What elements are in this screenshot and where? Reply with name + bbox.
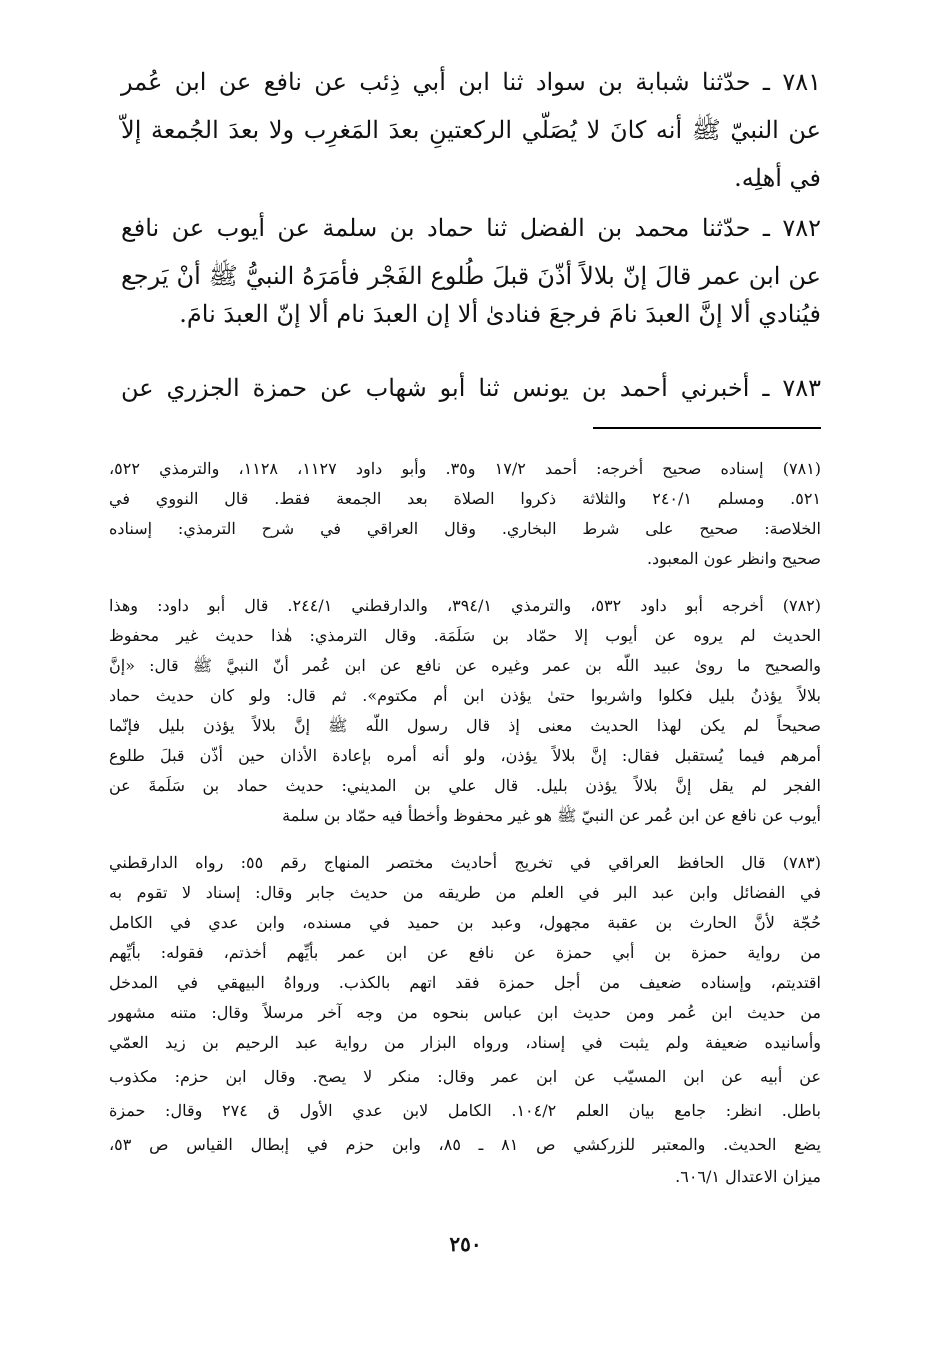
footnote-782-line-5: صحيحاً لم يكن لهذا الحديث معنى إذ قال رسول اللّه ﷺ إنَّ بلالاً يؤذن بليل فإنّما [109, 716, 821, 735]
footnote-782-line-4: بلالاً يؤذنُ بليل فكلوا واشربوا حتىٰ يؤذن ابن أم مكتوم». ثم قال: ولو كان حديث حماد [109, 686, 821, 705]
footnote-782-line-6: أمرهم فيما يُستقبل فقال: إنَّ بلالاً يؤذن، ولو أنه أمره بإعادة الأذان حين أذّن قبلَ طلوع [109, 746, 821, 765]
footnote-781-line-4: صحيح وانظر عون المعبود. [646, 549, 821, 568]
footnote-781-line-3: الخلاصة: صحيح على شرط البخاري. وقال العراقي في شرح الترمذي: إسناده [109, 519, 822, 538]
footnote-783-line-1: (٧٨٣) قال الحافظ العراقي في تخريج أحاديث مختصر المنهاج رقم ٥٥: رواه الدارقطني [109, 853, 822, 872]
hadith-782-line-2: عن ابن عمر قالَ إنّ بلالاً أذّنَ قبلَ طُلوع الفَجْر فأمَرَهُ النبيُّ ﷺ أنْ يَرجع [121, 262, 821, 290]
footnote-782-line-7: الفجر لم يقل إنَّ بلالاً يؤذن بليل. قال علي بن المديني: حديث حماد بن سَلَمةَ عن [109, 776, 821, 795]
footnote-783-line-5: اقتديتم، وإسناده ضعيف من أجل حمزة فقد اتهم بالكذب. ورواهُ البيهقي في المدخل [109, 973, 821, 992]
footnote-781-line-2: ٥٢١. ومسلم ٢٤٠/١ والثلاثة ذكروا الصلاة بعد الجمعة فقط. قال النووي في [109, 489, 821, 508]
footnote-divider [593, 427, 821, 429]
footnote-783-line-8: عن أبيه عن ابن المسيّب عن ابن عمر وقال: منكر لا يصح. وقال ابن حزم: مكذوب [109, 1067, 821, 1086]
footnote-783-line-11: ميزان الاعتدال ٦٠٦/١. [675, 1167, 821, 1186]
footnote-782-line-2: الحديث لم يروه عن أيوب إلا حمّاد بن سَلَمَة. وقال الترمذي: هٰذا حديث غير محفوظ [109, 626, 821, 645]
footnote-783-line-4: من رواية حمزة بن أبي حمزة عن نافع عن ابن عمر بأيِّهم أخذتم، فقوله: بأيِّهم [109, 943, 821, 962]
hadith-783-line-1: ٧٨٣ ـ أخبرني أحمد بن يونس ثنا أبو شهاب عن حمزة الجزري عن [121, 374, 821, 402]
hadith-781-line-1: ٧٨١ ـ حدّثنا شبابة بن سواد ثنا ابن أبي ذِئب عن نافع عن ابن عُمر [121, 68, 821, 96]
footnote-783-line-9: باطل. انظر: جامع بيان العلم ١٠٤/٢. الكامل لابن عدي الأول ق ٢٧٤ وقال: حمزة [109, 1101, 822, 1120]
hadith-782-line-3: فيُنادي ألا إنَّ العبدَ نامَ فرجعَ فنادىٰ ألا إن العبدَ نام ألا إنّ العبدَ نامَ. [179, 300, 821, 328]
footnote-782-line-8: أيوب عن نافع عن ابن عُمر عن النبيّ ﷺ هو غير محفوظ وأخطأ فيه حمّاد بن سلمة [282, 806, 821, 825]
hadith-782-line-1: ٧٨٢ ـ حدّثنا محمد بن الفضل ثنا حماد بن سلمة عن أيوب عن نافع [121, 214, 821, 242]
footnote-782-line-1: (٧٨٢) أخرجه أبو داود ٥٣٢، والترمذي ٣٩٤/١، والدارقطني ٢٤٤/١. قال أبو داود: وهذا [109, 596, 822, 615]
footnote-783-line-2: في الفضائل وابن عبد البر في العلم من طريقه من حديث جابر وقال: إسناد لا تقوم به [109, 883, 821, 902]
page-number: ٢٥٠ [449, 1232, 482, 1256]
footnote-781-line-1: (٧٨١) إسناده صحيح أخرجه: أحمد ١٧/٢ و٣٥. وأبو داود ١١٢٧، ١١٢٨، والترمذي ٥٢٢، [109, 459, 822, 478]
footnote-783-line-7: وأسانيده ضعيفة ولم يثبت في إسناد، ورواه البزار من رواية عبد الرحيم بن زيد العمّي [109, 1033, 821, 1052]
footnote-783-line-3: حُجّة لأنَّ الحارث بن عقبة مجهول، وعبد بن حميد في مسنده، وابن عدي في الكامل [109, 913, 821, 932]
footnote-783-line-10: يضع الحديث. والمعتبر للزركشي ص ٨١ ـ ٨٥، وابن حزم في إبطال القياس ص ٥٣، [109, 1135, 822, 1154]
hadith-781-line-2: عن النبيّ ﷺ أنه كانَ لا يُصَلّي الركعتينِ بعدَ المَغرِب ولا بعدَ الجُمعة إلاّ [121, 116, 821, 144]
footnote-782-line-3: والصحيح ما روىٰ عبيد اللّه بن عمر وغيره عن نافع عن ابن عُمر أنّ النبيَّ ﷺ قال: «إنَّ [109, 656, 822, 675]
hadith-781-line-3: في أهلِه. [734, 164, 821, 192]
footnote-783-line-6: من حديث ابن عُمر ومن حديث ابن عباس بنحوه من وجه آخر مرسلاً وقال: متنه مشهور [109, 1003, 821, 1022]
